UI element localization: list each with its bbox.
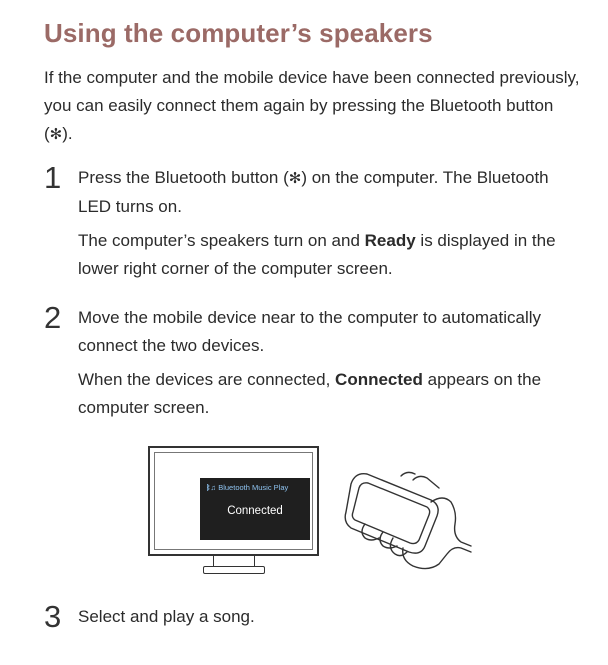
step-2 — [44, 300, 584, 428]
bluetooth-icon: ✻ — [49, 126, 63, 143]
step-number: 3 — [44, 599, 62, 634]
step-note — [78, 227, 584, 283]
intro-text: If the computer and the mobile device have been connected previously, you can easily connect them again by pressing the Bluetooth button ( — [44, 68, 580, 143]
ready-label: Ready — [364, 231, 416, 250]
step-number: 1 — [44, 160, 62, 195]
bluetooth-music-icon: ᛒ♫ — [206, 483, 217, 492]
page-title: Using the computer’s speakers — [44, 18, 433, 48]
note-text: When the devices are connected, — [78, 370, 336, 389]
monitor-illustration — [148, 446, 319, 556]
popup-header — [200, 478, 310, 492]
step-number: 2 — [44, 300, 62, 335]
step-text-end: ) on the computer. The Bluetooth LED turns on. — [78, 168, 549, 216]
step-instruction — [78, 164, 584, 221]
step-3 — [44, 599, 584, 637]
note-text: The computer’s speakers turn on and — [78, 231, 365, 250]
intro-text-end: ). — [62, 124, 73, 143]
hand-holding-phone-icon — [343, 462, 473, 574]
step-note — [78, 366, 584, 422]
step-instruction: Move the mobile device near to the computer to automatically connect the two devices. — [78, 308, 542, 355]
bluetooth-popup — [200, 478, 310, 540]
intro-paragraph — [44, 64, 584, 149]
step-text: Press the Bluetooth button ( — [78, 168, 289, 187]
step-instruction: Select and play a song. — [78, 607, 255, 626]
note-text-end: appears on the computer screen. — [78, 370, 542, 417]
popup-status-text: Connected — [227, 505, 283, 517]
monitor-stand-base — [203, 566, 265, 574]
connection-illustration — [148, 446, 478, 576]
popup-header-text: Bluetooth Music Play — [218, 483, 289, 492]
note-text-end: is displayed in the lower right corner of the computer screen. — [78, 231, 556, 278]
connected-label: Connected — [335, 370, 423, 389]
bluetooth-icon: ✻ — [288, 170, 302, 187]
step-1 — [44, 160, 584, 289]
monitor-stand-neck — [213, 554, 255, 566]
